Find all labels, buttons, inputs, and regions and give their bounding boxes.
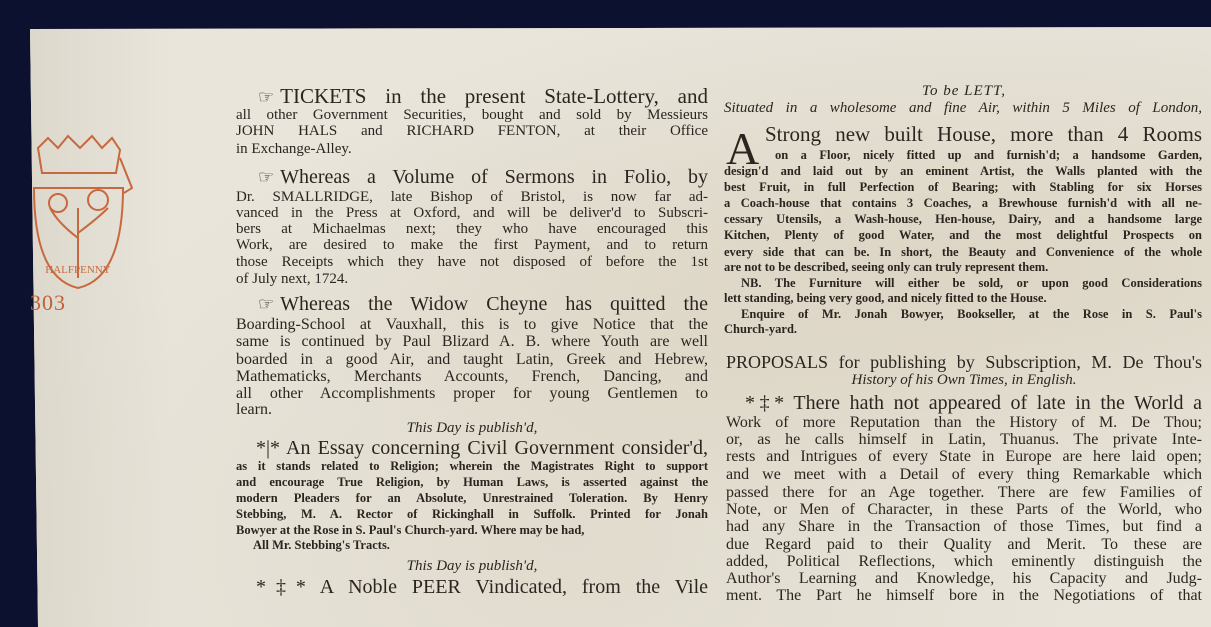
text-line: best Fruit, in full Perfection of Bearing; with Stabling for six Horses bbox=[724, 181, 1202, 194]
lett-title: To be LETT, bbox=[922, 84, 1006, 99]
tickets-headline: ☞ TICKETS in the present State-Lottery, and bbox=[258, 86, 708, 108]
text-line: had any Share in the Transaction of those Times, but find a bbox=[726, 519, 1202, 535]
text-line: modern Pleaders for an Absolute, Unrestrained Toleration. By Henry bbox=[236, 492, 708, 505]
pointing-hand-icon: ☞ bbox=[258, 87, 275, 107]
text-line: rests and Intrigues of every State in Europe are here laid open; bbox=[726, 449, 1202, 465]
essay-headline: *|* An Essay concerning Civil Government consider'd, bbox=[256, 438, 708, 459]
text-line: NB. The Furniture will either be sold, or upon good Considerations bbox=[741, 277, 1202, 290]
text-line: same is continued by Paul Blizard A. B. where Youth are well bbox=[236, 334, 708, 350]
text-line: boarded in a good Air, and taught Latin, Greek and Hebrew, bbox=[236, 352, 708, 368]
text-line: vanced in the Press at Oxford, and will be deliver'd to Subscri- bbox=[236, 206, 708, 221]
text-line: ment. The Part he himself bore in the Negotiations of that bbox=[726, 588, 1202, 604]
proposals-title: PROPOSALS for publishing by Subscription, M. De Thou's bbox=[726, 353, 1202, 372]
text-line: Work, are desired to make the first Payment, and to return bbox=[236, 238, 708, 253]
lett-subtitle: Situated in a wholesome and fine Air, within 5 Miles of London, bbox=[724, 101, 1202, 116]
section-heading: This Day is publish'd, bbox=[406, 421, 538, 436]
text-line: JOHN HALS and RICHARD FENTON, at their Office bbox=[236, 124, 708, 139]
text-line: every side that can be. In short, the Beauty and Convenience of the whole bbox=[724, 246, 1202, 259]
section-heading: This Day is publish'd, bbox=[406, 559, 538, 574]
pointing-hand-icon: ☞ bbox=[258, 294, 275, 314]
stamp-number: 303 bbox=[30, 290, 66, 315]
text-line: Stebbing, M. A. Rector of Rickinghall in Suffolk. Printed for Jonah bbox=[236, 508, 708, 521]
text-line: Dr. SMALLRIDGE, late Bishop of Bristol, is now far ad- bbox=[236, 190, 708, 205]
text-line: and we meet with a Detail of every thing Remarkable which bbox=[726, 467, 1202, 483]
text-line: and encourage True Religion, by Human Laws, is asserted against the bbox=[236, 476, 708, 489]
text-line: of July next, 1724. bbox=[236, 272, 349, 287]
text-line: Enquire of Mr. Jonah Bowyer, Bookseller, at the Rose in S. Paul's bbox=[741, 308, 1202, 321]
text-line: all other Government Securities, bought and sold by Messieurs bbox=[236, 108, 708, 123]
text-line: Kitchen, Plenty of good Water, and the most delightful Prospects on bbox=[724, 229, 1202, 242]
text-line: Bowyer at the Rose in S. Paul's Church-yard. Where may be had, bbox=[236, 524, 585, 537]
proposals-subtitle: History of his Own Times, in English. bbox=[851, 373, 1077, 388]
text-line: Work of more Reputation than the History of M. De Thou; bbox=[726, 415, 1202, 431]
text-line: all other Accomplishments proper for young Gentlemen to bbox=[236, 386, 708, 402]
text-line: are not to be described, seeing only can truly represent them. bbox=[724, 261, 1049, 274]
text-line: bers at Michaelmas next; they who have encouraged this bbox=[236, 222, 708, 237]
text-line: those Receipts which they have not disposed of before the 1st bbox=[236, 255, 708, 270]
text-line: a Coach-house that contains 3 Coaches, a Brewhouse furnish'd with all ne- bbox=[724, 197, 1202, 210]
text-line: lett standing, being very good, and nicely fitted to the House. bbox=[724, 292, 1047, 305]
text-line: as it stands related to Religion; wherein the Magistrates Right to support bbox=[236, 460, 708, 473]
text-line: on a Floor, nicely fitted up and furnish'd; a handsome Garden, bbox=[775, 149, 1202, 162]
lett-headline: Strong new built House, more than 4 Rooms bbox=[765, 124, 1202, 146]
tax-stamp bbox=[28, 128, 133, 293]
pointing-hand-icon: ☞ bbox=[258, 167, 275, 187]
text-line: Author's Learning and Knowledge, his Capacity and Judg- bbox=[726, 571, 1202, 587]
text-line: due Regard paid to their Quality and Merit. To these are bbox=[726, 537, 1202, 553]
sermons-headline: ☞ Whereas a Volume of Sermons in Folio, by bbox=[258, 167, 708, 188]
text-line: in Exchange-Alley. bbox=[236, 142, 352, 157]
text-line: passed there for an Age together. There are few Families of bbox=[726, 485, 1202, 501]
stamp-text: HALFPENNY bbox=[45, 264, 111, 276]
text-line: All Mr. Stebbing's Tracts. bbox=[253, 539, 390, 552]
proposals-headline: *‡* There hath not appeared of late in the World a bbox=[745, 393, 1202, 414]
text-line: cessary Utensils, a Wash-house, Hen-house, Dairy, and a handsome large bbox=[724, 213, 1202, 226]
drop-cap: A bbox=[726, 123, 760, 174]
text-line: learn. bbox=[236, 402, 272, 418]
text-line: Note, or Men of Character, in these Parts of the World, who bbox=[726, 502, 1202, 518]
text-line: Boarding-School at Vauxhall, this is to give Notice that the bbox=[236, 317, 708, 333]
text-line: added, Political Reflections, which eminently distinguish the bbox=[726, 554, 1202, 570]
text-line: Mathematicks, Merchants Accounts, French, Dancing, and bbox=[236, 369, 708, 385]
text-line: or, as he calls himself in Latin, Thuanus. The private Inte- bbox=[726, 432, 1202, 448]
text-line: Church-yard. bbox=[724, 323, 798, 336]
widow-headline: ☞ Whereas the Widow Cheyne has quitted the bbox=[258, 294, 708, 315]
text-line: design'd and laid out by an eminent Artist, the Walls planted with the bbox=[724, 165, 1202, 178]
peer-headline: *‡* A Noble PEER Vindicated, from the Vile bbox=[256, 577, 708, 598]
